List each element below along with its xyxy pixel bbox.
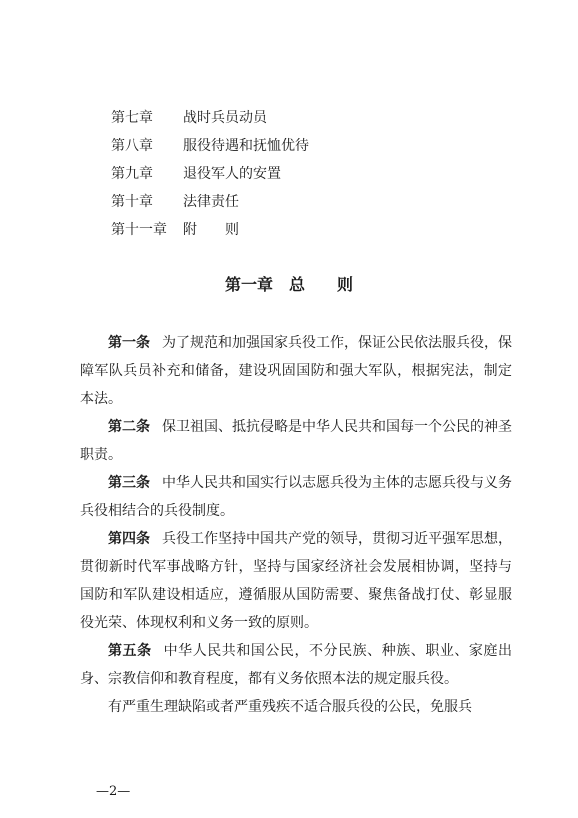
chapter-heading: 第一章 总 则 (224, 275, 353, 294)
article-label: 第五条 (108, 643, 152, 659)
article-paragraph (80, 329, 512, 413)
toc-item (111, 104, 309, 132)
article-text: 兵役工作坚持中国共产党的领导，贯彻习近平强军思想，贯彻新时代军事战略方针，坚持与国家经济社会发展相协调，坚持与国防和军队建设相适应，遵循服从国防需要、聚焦备战打仗、彰显服役光荣、体现权利和义务一致的原则。 (80, 531, 512, 631)
article-text: 中华人民共和国实行以志愿兵役为主体的志愿兵役与义务兵役相结合的兵役制度。 (80, 475, 512, 519)
toc-chapter-number: 第七章 (111, 110, 153, 126)
toc-item (111, 216, 309, 244)
article-label: 第一条 (108, 335, 150, 351)
toc-chapter-title: 法律责任 (183, 194, 239, 210)
toc-chapter-number: 第九章 (111, 166, 153, 182)
toc-item (111, 188, 309, 216)
article-paragraph (80, 469, 512, 525)
article-paragraph (80, 693, 512, 721)
article-body (80, 329, 512, 721)
article-text: 保卫祖国、抵抗侵略是中华人民共和国每一个公民的神圣职责。 (80, 419, 512, 463)
toc-chapter-title: 战时兵员动员 (183, 110, 267, 126)
toc-chapter-number: 第十一章 (111, 222, 167, 238)
toc-chapter-number: 第八章 (111, 138, 153, 154)
article-text: 中华人民共和国公民，不分民族、种族、职业、家庭出身、宗教信仰和教育程度，都有义务依照本法的规定服兵役。 (80, 643, 513, 687)
article-text: 有严重生理缺陷或者严重残疾不适合服兵役的公民，免服兵 (108, 699, 472, 715)
article-paragraph (80, 525, 512, 637)
toc-chapter-number: 第十章 (111, 194, 153, 210)
article-paragraph (80, 413, 512, 469)
article-paragraph (80, 637, 512, 693)
article-text: 为了规范和加强国家兵役工作，保证公民依法服兵役，保障军队兵员补充和储备，建设巩固国防和强大军队，根据宪法，制定本法。 (80, 335, 512, 407)
toc-item (111, 132, 309, 160)
toc-chapter-title: 服役待遇和抚恤优待 (183, 138, 309, 154)
article-label: 第四条 (108, 531, 150, 547)
toc-chapter-title: 退役军人的安置 (183, 166, 281, 182)
toc-chapter-title: 附 则 (183, 222, 239, 238)
article-label: 第二条 (108, 419, 150, 435)
table-of-contents (111, 104, 309, 244)
page-number: —2— (96, 784, 131, 799)
toc-item (111, 160, 309, 188)
article-label: 第三条 (108, 475, 150, 491)
